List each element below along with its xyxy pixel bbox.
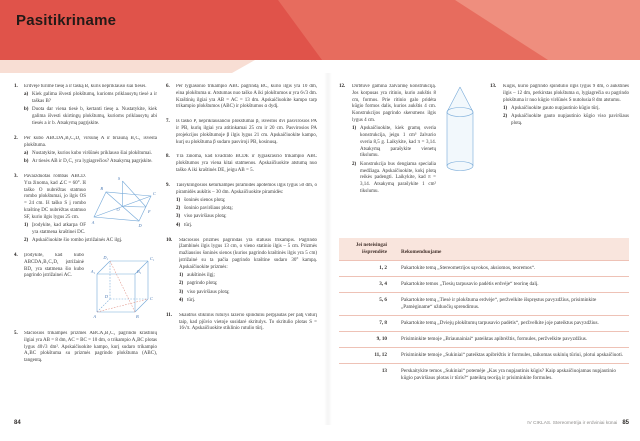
problem-text: Erdvėje turime tiesę a ir tašką B, kuris nepriklauso šiai tiesei.: [24, 84, 147, 89]
problem-number: 8.: [166, 154, 170, 160]
table-header-recommendation: Rekomenduojame: [401, 249, 442, 256]
recommendations-table: [339, 238, 629, 386]
page-gutter: [324, 73, 332, 425]
vertex-label: A₁: [90, 268, 95, 274]
problem-text: Įrodykite, kad kubo ABCDA₁B₁C₁D₁ įstrižainė BD₁ yra statmena šio kubo pagrindo įstrižainei AC.: [24, 252, 84, 279]
problem-body: [24, 253, 157, 323]
table-row: [339, 363, 629, 386]
problem-text: Per kubo ABCDA₁B₁C₁D₁ viršūnę A ir briauną B₁C₁ išvesta plokštuma.: [24, 135, 157, 148]
problem-number: 10.: [166, 237, 173, 243]
problem-number: 12.: [339, 84, 346, 89]
vertex-label: B: [100, 185, 103, 191]
problem-body: [24, 84, 157, 128]
subitem-label: 2): [176, 206, 181, 212]
subitem-text: Kiek galima išvesti plokštumų, kurioms priklausytų tiesė a ir taškas B?: [32, 92, 157, 105]
problem-number: 7.: [166, 119, 170, 125]
subitem-label: 1): [352, 126, 357, 132]
problem-text: Iš taško P, nepriklausančio plokštumai β, išvestos dvi pasvirosios PA ir PB, kurių ilgiai yra atitinkamai 25 cm ir 20 cm. Pasvirosios PA projekcijos plokštumoje β ilgis lygus 21 cm. Apskaičiuokite kampo, kurį su plokštuma β sudaro pasviroji PB, kosinusą.: [176, 119, 317, 145]
problem-subitem: [352, 126, 436, 160]
subitem-text: viso paviršiaus plotą;: [187, 289, 230, 295]
problem-number: 13.: [490, 84, 497, 89]
problem-text: Taisyklingosios keturkampės piramidės apotemos ilgis lygus 50 dm, o piramidės aukštis – 30 dm. Apskaičiuokite piramidės:: [176, 182, 317, 195]
table-header-tasks: Jei neteisingai išsprendėte: [355, 242, 387, 256]
problem-item: [14, 331, 157, 365]
subitem-label: 1): [503, 105, 508, 111]
subitem-label: a): [24, 150, 29, 156]
subitem-label: 2): [179, 281, 184, 287]
cube-figure: [87, 253, 157, 321]
table-cell-recommendation: Pakartokite temą „Tiesė ir plokštuma erdvėje“, peržvelkite išspręstus pavyzdžius, prisiminkite „Pamėginame“ užduočių sprendimus.: [401, 297, 597, 311]
subitem-text: Nustatykite, kurios kubo viršūnės priklauso šiai plokštumai.: [32, 150, 152, 156]
subitem-label: 1): [24, 223, 29, 229]
table-cell-recommendation: Pakartokite temos „Tiesių tarpusavio padėtis erdvėje“ teorinę dalį.: [401, 281, 539, 288]
problem-subitem: [24, 238, 157, 245]
rhombus-figure: [89, 174, 157, 228]
subitem-text: Apskaičiuokite gauto nupjautinio kūgio viso paviršiaus plotą.: [511, 114, 629, 126]
table-cell-recommendation: Prisiminkite temoje „Sukiniai“ pateiktas apibrėžtis ir formules, taikomas sukinių tūriui, plotui apskaičiuoti.: [401, 352, 624, 359]
problem-body: [503, 84, 629, 128]
vertex-label: C₁: [150, 255, 155, 261]
subitem-text: tūrį.: [187, 297, 196, 303]
problems-column-2: [166, 84, 317, 341]
table-header: [339, 238, 629, 260]
problem-number: 11.: [166, 312, 172, 318]
problem-subitem: [176, 206, 317, 213]
vertex-label: D: [138, 222, 142, 228]
problem-number: 6.: [166, 84, 170, 89]
header-strip: [0, 60, 255, 73]
vertex-label: S: [117, 175, 120, 181]
problems-column-1: [14, 84, 157, 373]
problem-subitem: [352, 162, 436, 196]
problem-body: [352, 84, 481, 196]
problem-item: [339, 84, 481, 196]
table-row: [339, 260, 629, 276]
problem-subitem: [24, 151, 157, 158]
subitem-label: b): [24, 159, 29, 165]
table-row: [339, 292, 629, 315]
problem-body: [24, 136, 157, 166]
subitem-label: 2): [24, 238, 29, 244]
table-cell-tasks: 3, 4: [379, 281, 387, 288]
problem-subitem: [503, 106, 629, 113]
vertex-label: F: [148, 208, 151, 214]
problem-text: Kūgis, kurio pagrindo spindulio ilgis lygus 9 dm, o aukštinės ilgis – 12 dm, perkirstas plokštuma α, lygiagrečia su pagrindo plokštuma ir nuo kūgio viršūnės S nutolusia 8 dm atstumu.: [503, 84, 629, 103]
subitem-label: a): [24, 92, 29, 98]
problem-subitem: [176, 223, 317, 230]
subitem-label: 1): [179, 273, 184, 279]
problem-number: 2.: [14, 135, 18, 141]
subitem-text: aukštinės ilgį;: [187, 273, 215, 279]
table-cell-tasks: 9, 10: [376, 336, 387, 343]
problem-body: [24, 331, 157, 365]
problems-column-3: [339, 84, 481, 204]
table-cell-tasks: 5, 6: [379, 297, 387, 304]
vertex-label: B: [136, 313, 139, 319]
footer-section-label: IV CIKLAS. Stereometrija ir erdviniai kūnai: [527, 421, 618, 426]
problem-item: [166, 313, 317, 333]
problem-subitem: [503, 114, 629, 128]
subitem-text: Duota dar viena tiesė b, kertanti tiesę a. Nustatykite, kiek galima išvesti skirtingų plokštumų, kurioms priklausytų abi tiesės a ir b. Atsakymą pagrįskite.: [32, 107, 157, 126]
problem-subitem: [179, 281, 317, 288]
subitem-text: Apskaičiuokite gauto nupjautinio kūgio tūrį.: [511, 105, 600, 111]
problems-column-4: [490, 84, 629, 136]
subitem-text: Ar tiesės AB ir D₁C₁ yra lygiagrečios? Atsakymą pagrįskite.: [32, 159, 153, 165]
page-number-left: 84: [14, 420, 21, 426]
table-cell-tasks: 7, 8: [379, 320, 387, 327]
table-cell-recommendation: Prisiminkite temoje „Briaunainiai“ pateiktas apibrėžtis, formules, peržvelkite pavyzdžius.: [401, 336, 588, 343]
problem-item: [490, 84, 629, 128]
problem-text: Stačiosios prizmės pagrindas yra statusis trikampis. Pagrindo įžambinės ilgis lygus 13 cm, o vieno statinio ilgis – 5 cm. Prizmės mažiausios šoninės sienos (kurios pagrindo kraštinės ilgis yra 5 cm) įstrižainė su ta pačia pagrindo kraštine sudaro 30° kampą. Apskaičiuokite prizmės:: [179, 237, 317, 270]
problem-number: 5.: [14, 330, 18, 336]
table-cell-recommendation: Pakartokite temą „Dviejų plokštumų tarpusavio padėtis“, peržvelkite joje pateiktus pavyzdžius.: [401, 320, 599, 327]
problem-body: [176, 84, 317, 111]
footer-right: [527, 420, 629, 426]
subitem-text: Apskaičiuokite šio rombo įstrižainės AC ilgį.: [32, 238, 123, 244]
vertex-label: D₁: [103, 254, 108, 260]
subitem-label: 3): [176, 214, 181, 220]
table-row: [339, 276, 629, 292]
page-title: Pasitikriname: [16, 12, 117, 29]
problem-item: [14, 253, 157, 323]
problem-text: Dirbtuvė gamina žalvarinę konstrukciją. Jos korpusas yra ritinio, kurio aukštis 8 cm, formos. Prie ritinio galo pridėta kūgio formos dalis, kurios aukštis 4 cm. Konstrukcijos pagrindo skersmens ilgis lygus 4 cm.: [352, 84, 436, 123]
problem-text: Per lygiašonio trikampio ABC pagrindą BC, kurio ilgis yra 10 dm, eina plokštuma α. Atstumas nuo taško A iki plokštumos α yra 6√3 dm. Kraštinių ilgiai yra AB = AC = 13 dm. Apskaičiuokite kampo tarp trikampio plokštumos (ABC) ir plokštumos α dydį.: [176, 84, 317, 110]
problem-item: [14, 174, 157, 245]
problem-subitem: [179, 298, 317, 305]
table-cell-recommendation: Pakartokite temą „Stereometrijos sąvokos, aksiomos, teoremos“.: [401, 265, 536, 272]
subitem-text: Įrodykite, kad atkarpa OF yra statmena kraštinei DC.: [32, 223, 86, 235]
subitem-label: 4): [179, 297, 184, 303]
vertex-label: B₁: [137, 268, 142, 274]
subitem-label: 2): [352, 161, 357, 167]
table-row: [339, 331, 629, 347]
problem-subitem: [24, 223, 86, 237]
subitem-text: Konstrukcija bus dengiama specialia medžiaga. Apskaičiuokite, kokį plotą reikės padengti. Laikykite, kad π = 3,14. Atsakymą parašykite 1 cm² tikslumu.: [360, 161, 436, 194]
vertex-label: A: [93, 313, 96, 319]
vertex-label: C: [150, 295, 153, 301]
problem-item: [166, 84, 317, 111]
subitem-text: tūrį.: [184, 222, 193, 228]
subitem-text: viso paviršiaus plotą;: [184, 214, 227, 220]
problem-body: [179, 313, 317, 333]
problem-text: Pavaizduotas rombas ABCD. Yra žinoma, kad ∠C = 60°. Iš taško O nubrėžtas statmuo rombo plokštumai, jo ilgis OS = 24 cm. Iš taško S į rombo kraštinę DC nubrėžtas statmuo SF, kurio ilgis lygus 25 cm.: [24, 173, 86, 220]
problem-subitem: [24, 159, 157, 166]
problem-item: [14, 136, 157, 166]
subitem-text: Apskaičiuokite, kiek gramų sveria konstrukcija, jeigu 1 cm³ žalvario sveria 8,5 g. Laikykite, kad π = 3,14. Atsakymą parašykite vienetų tikslumu.: [360, 126, 436, 159]
problem-text: Skaidrus stiklinis rutulys lazerio spinduliu perpjautas per patį vidurį taip, kad pjūvio vietoje susidarė skritulys. To skritulio plotas S = 16√π. Apskaičiuokite stiklinio rutulio tūrį.: [179, 312, 317, 332]
problem-number: 1.: [14, 84, 18, 89]
problem-number: 4.: [14, 252, 18, 258]
subitem-text: pagrindo plotą;: [187, 281, 218, 287]
problem-subitem: [179, 290, 317, 297]
problem-number: 9.: [166, 182, 170, 188]
problem-body: [176, 119, 317, 146]
problem-text: Yra žinoma, kad kvadrato BCDE ir lygiakraščio trikampio ABC plokštumos yra viena kitai statmenos. Apskaičiuokite atstumą nuo taško A iki kraštinės DE, jeigu AB = 5.: [176, 154, 317, 173]
problem-item: [166, 154, 317, 174]
vertex-label: C: [153, 190, 156, 196]
cylinder-cone-figure: [439, 84, 481, 178]
problem-body: [24, 174, 157, 245]
subitem-text: šoninės sienos plotą;: [184, 197, 226, 203]
problem-body: [179, 238, 317, 305]
vertex-label: A: [91, 219, 95, 225]
problem-subitem: [176, 198, 317, 205]
vertex-label: O: [116, 206, 120, 212]
table-row: [339, 315, 629, 331]
problem-text: Stačiosios trikampės prizmės ABCA₁B₁C₁ pagrindo kraštinių ilgiai yra AB = 8 dm, AC = BC = 10 dm, o trikampio A₁BC plotas lygus 40√3 dm². Apskaičiuokite kampo, kurį sudaro trikampio A₁BC plokštuma su prizmės pagrindo plokštuma (ABC), tangentą.: [24, 330, 157, 364]
table-cell-recommendation: Perskaitykite temos „Sukiniai“ potemėje „Kas yra nupjautinis kūgis? Kaip apskaičiuojamas nupjautinio kūgio paviršiaus plotas ir tūris?“ pateiktą teoriją ir prisiminkite formules.: [401, 368, 616, 382]
problem-subitem: [24, 107, 157, 127]
problem-number: 3.: [14, 173, 18, 179]
page-number-right: 85: [622, 420, 629, 426]
subitem-label: 3): [179, 289, 184, 295]
table-row: [339, 347, 629, 363]
problem-subitem: [179, 273, 317, 280]
table-cell-tasks: 13: [381, 368, 387, 375]
subitem-label: 4): [176, 222, 181, 228]
problem-item: [166, 183, 317, 230]
vertex-label: D: [104, 293, 108, 299]
subitem-text: šoninio paviršiaus plotą;: [184, 206, 233, 212]
problem-subitem: [24, 92, 157, 106]
table-cell-tasks: 11, 12: [374, 352, 387, 359]
problem-item: [166, 238, 317, 305]
problem-subitem: [176, 214, 317, 221]
table-cell-tasks: 1, 2: [379, 265, 387, 272]
problem-body: [176, 154, 317, 174]
subitem-label: 2): [503, 114, 508, 120]
problem-item: [166, 119, 317, 146]
subitem-label: 1): [176, 197, 181, 203]
subitem-label: b): [24, 107, 29, 113]
problem-item: [14, 84, 157, 128]
problem-body: [176, 183, 317, 230]
